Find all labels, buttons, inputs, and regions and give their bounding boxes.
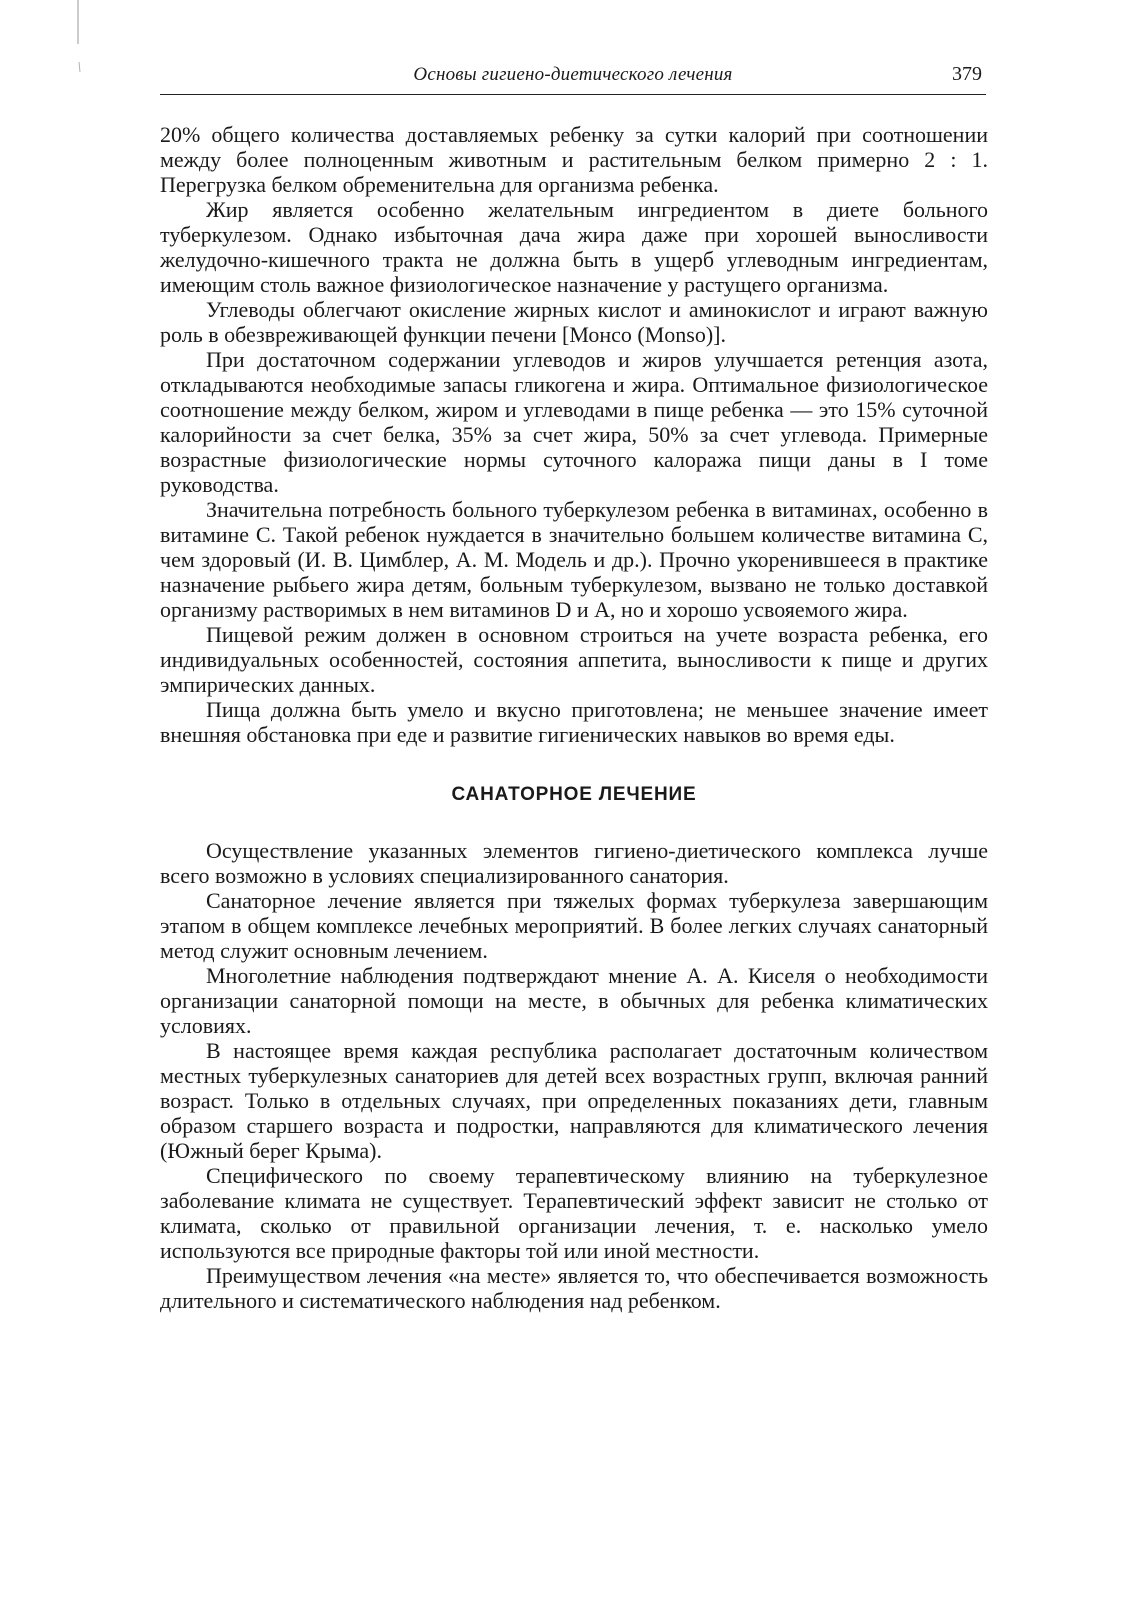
running-header — [160, 62, 986, 95]
paragraph: Пищевой режим должен в основном строиться на учете возраста ребенка, его индивидуальных особенностей, состояния аппетита, выносливости к пище и других эмпирических данных. — [160, 622, 988, 697]
body-text — [160, 122, 988, 1313]
paragraph: 20% общего количества доставляемых ребенку за сутки калорий при соотношении между более полноценным животным и растительным белком примерно 2 : 1. Перегрузка белком обременительна для организма ребенка. — [160, 122, 988, 197]
paragraph: Преимуществом лечения «на месте» является то, что обеспечивается возможность длительного и систематического наблюдения над ребенком. — [160, 1263, 988, 1313]
paragraph: Жир является особенно желательным ингредиентом в диете больного туберкулезом. Однако избыточная дача жира даже при хорошей выносливости желудочно-кишечного тракта не должна быть в ущерб углеводным ингредиентам, имеющим столь важное физиологическое назначение у растущего организма. — [160, 197, 988, 297]
scan-margin-marks — [76, 0, 84, 80]
paragraph: Пища должна быть умело и вкусно приготовлена; не меньшее значение имеет внешняя обстановка при еде и развитие гигиенических навыков во время еды. — [160, 697, 988, 747]
paragraph: Санаторное лечение является при тяжелых формах туберкулеза завершающим этапом в общем комплексе лечебных мероприятий. В более легких случаях санаторный метод служит основным лечением. — [160, 888, 988, 963]
running-title: Основы гигиено-диетического лечения — [413, 64, 733, 85]
page-number: 379 — [952, 63, 982, 85]
paragraph: В настоящее время каждая республика располагает достаточным количеством местных туберкулезных санаториев для детей всех возрастных групп, включая ранний возраст. Только в отдельных случаях, при определенных показаниях дети, главным образом старшего возраста и подростки, направляются для климатического лечения (Южный берег Крыма). — [160, 1038, 988, 1163]
paragraph: Значительна потребность больного туберкулезом ребенка в витаминах, особенно в витамине С. Такой ребенок нуждается в значительно большем количестве витамина С, чем здоровый (И. В. Цимблер, А. М. Модель и др.). Прочно укоренившееся в практике назначение рыбьего жира детям, больным туберкулезом, вызвано не только доставкой организму растворимых в нем витаминов D и А, но и хорошо усвояемого жира. — [160, 497, 988, 622]
paragraph: Углеводы облегчают окисление жирных кислот и аминокислот и играют важную роль в обезвреживающей функции печени [Монсо (Monso)]. — [160, 297, 988, 347]
paragraph: Осуществление указанных элементов гигиено-диетического комплекса лучше всего возможно в условиях специализированного санатория. — [160, 838, 988, 888]
section-heading: САНАТОРНОЕ ЛЕЧЕНИЕ — [451, 784, 697, 805]
paragraph: Многолетние наблюдения подтверждают мнение А. А. Киселя о необходимости организации санаторной помощи на месте, в обычных для ребенка климатических условиях. — [160, 963, 988, 1038]
paragraph: Специфического по своему терапевтическому влиянию на туберкулезное заболевание климата не существует. Терапевтический эффект зависит не столько от климата, сколько от правильной организации лечения, т. е. насколько умело используются все природные факторы той или иной местности. — [160, 1163, 988, 1263]
paragraph: При достаточном содержании углеводов и жиров улучшается ретенция азота, откладываются необходимые запасы гликогена и жира. Оптимальное физиологическое соотношение между белком, жиром и углеводами в пище ребенка — это 15% суточной калорийности за счет белка, 35% за счет жира, 50% за счет углевода. Примерные возрастные физиологические нормы суточного калоража пищи даны в I томе руководства. — [160, 347, 988, 497]
